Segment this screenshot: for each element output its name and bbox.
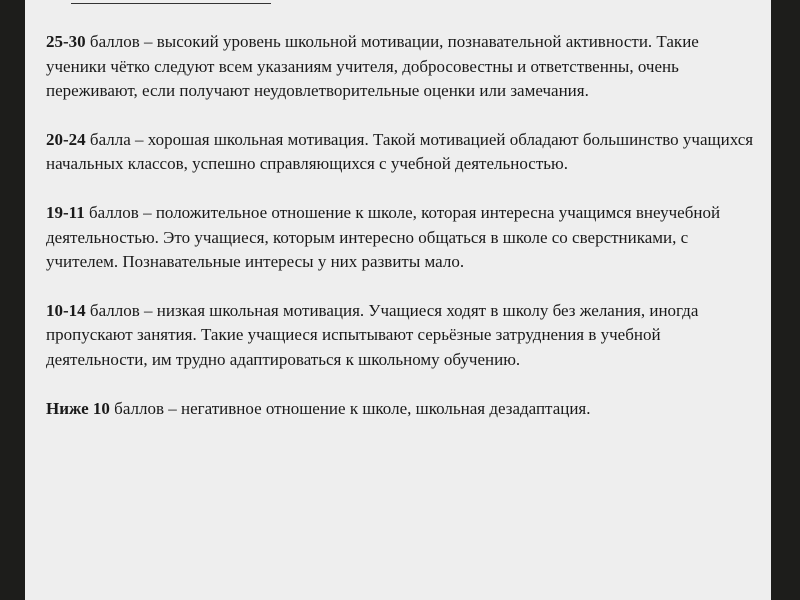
score-paragraph-19-11 <box>46 201 756 275</box>
slide <box>25 0 771 600</box>
score-description: баллов – положительное отношение к школе, которая интересна учащимся внеучебной деятельностью. Это учащиеся, которым интересно общаться в школе со сверстниками, с учителем. Познавательные интересы у них развиты мало. <box>46 202 721 272</box>
score-paragraph-10-14 <box>46 299 756 373</box>
score-range: 25-30 <box>46 32 86 51</box>
score-range: 19-11 <box>46 202 85 222</box>
score-range: 20-24 <box>46 129 86 149</box>
score-description: баллов – негативное отношение к школе, школьная дезадаптация. <box>109 398 591 418</box>
score-paragraph-20-24 <box>46 128 756 177</box>
score-description: баллов – высокий уровень школьной мотивации, познавательной активности. Такие ученики чётко следуют всем указаниям учителя, добросовестны и ответственны, очень переживают, если получают неудовлетворительные оценки или замечания. <box>46 32 699 101</box>
heading-underline-fragment <box>71 0 271 4</box>
score-description: балла – хорошая школьная мотивация. Такой мотивацией обладают большинство учащихся начальных классов, успешно справляющихся с учебной деятельностью. <box>46 129 754 174</box>
score-range: 10-14 <box>46 300 86 320</box>
score-range: Ниже 10 <box>46 398 110 418</box>
score-description: баллов – низкая школьная мотивация. Учащиеся ходят в школу без желания, иногда пропускают занятия. Такие учащиеся испытывают серьёзные затруднения в учебной деятельности, им трудно адаптироваться к школьному обучению. <box>46 300 699 369</box>
score-paragraph-below-10 <box>46 397 756 422</box>
score-paragraph-25-30 <box>46 30 756 104</box>
